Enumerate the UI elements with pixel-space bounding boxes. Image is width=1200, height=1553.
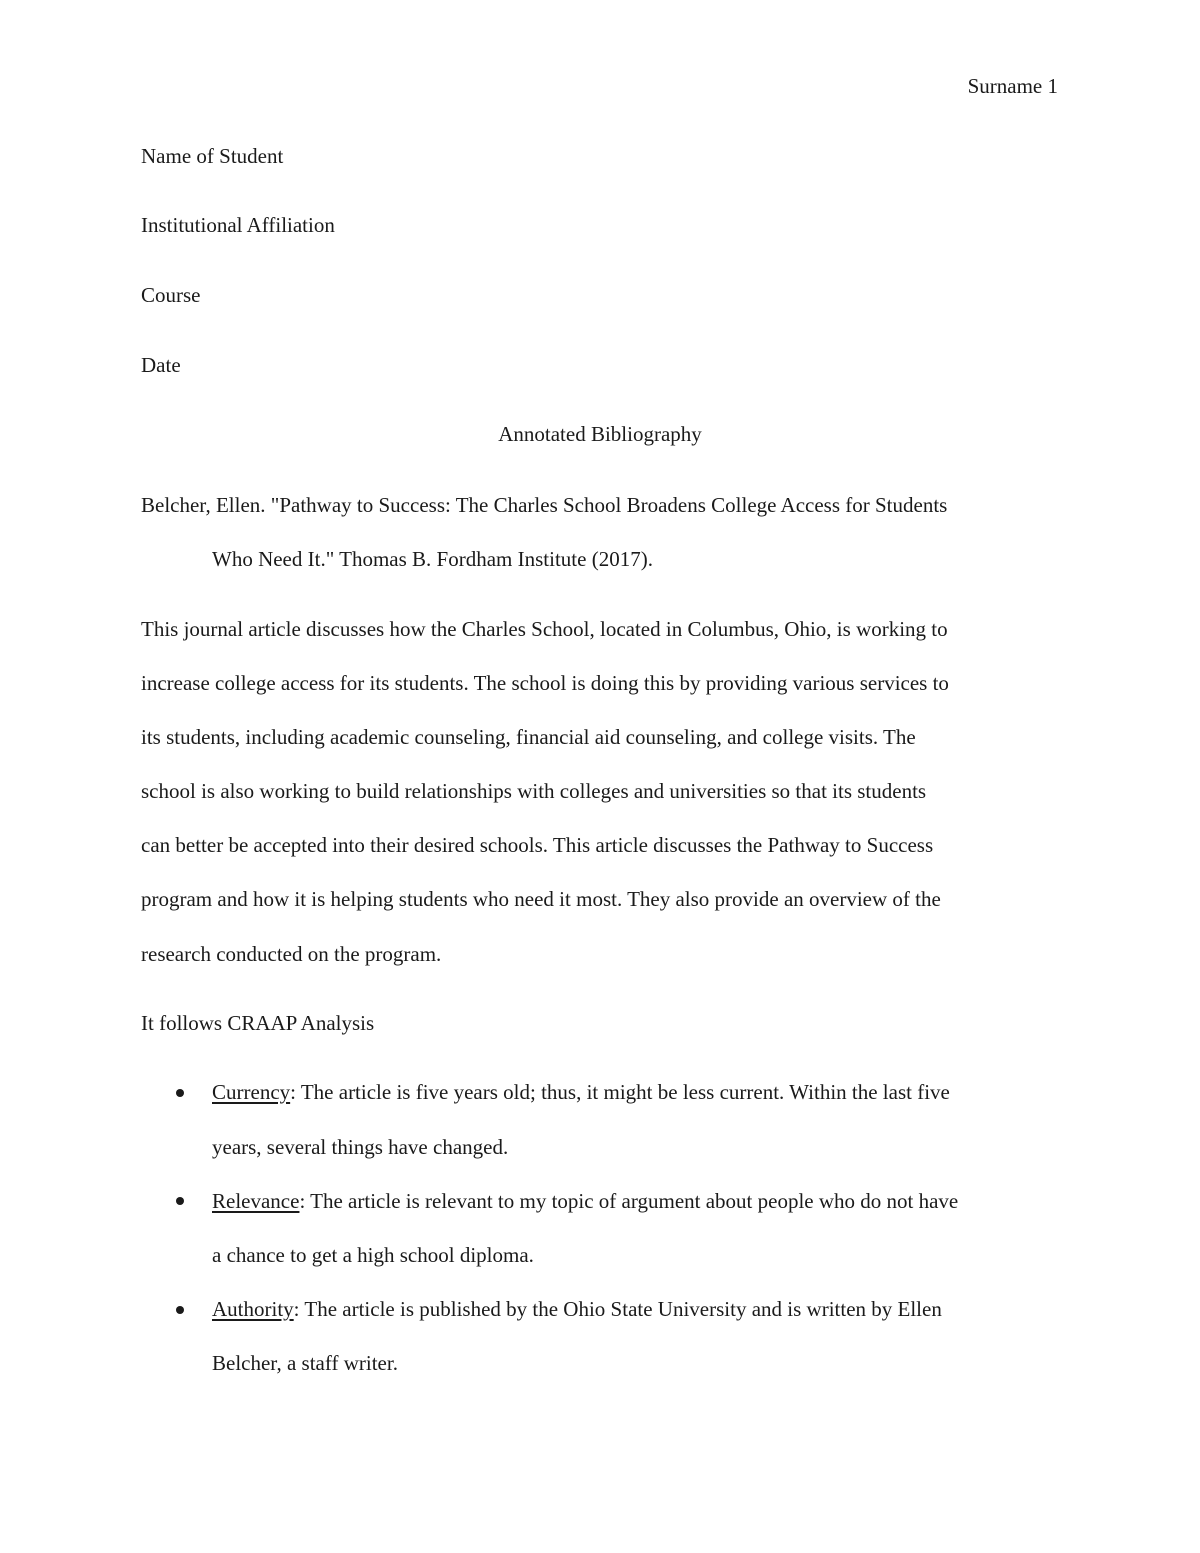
craap-text-currency: : The article is five years old; thus, it might be less current. Within the last five [290,1080,950,1104]
student-name: Name of Student [141,144,284,168]
annotation-line-5: can better be accepted into their desired schools. This article discusses the Pathway to Success [141,833,934,857]
annotation-line-1: This journal article discusses how the Charles School, located in Columbus, Ohio, is working to [141,617,948,641]
bullet-icon [176,1089,184,1097]
craap-item-relevance-line-2: a chance to get a high school diploma. [212,1243,534,1267]
craap-item-currency-line-2: years, several things have changed. [212,1135,509,1159]
bullet-icon [176,1306,184,1314]
craap-item-currency [212,1078,950,1106]
annotation-line-3: its students, including academic counseling, financial aid counseling, and college visits. The [141,725,916,749]
institutional-affiliation: Institutional Affiliation [141,213,335,237]
craap-intro: It follows CRAAP Analysis [141,1011,375,1035]
annotation-line-7: research conducted on the program. [141,942,442,966]
citation-line-2: Who Need It." Thomas B. Fordham Institute (2017). [212,547,653,571]
craap-item-authority [212,1295,942,1323]
craap-text-authority: : The article is published by the Ohio State University and is written by Ellen [293,1297,942,1321]
craap-item-relevance [212,1187,958,1215]
craap-term-relevance: Relevance [212,1189,300,1213]
running-head: Surname 1 [967,74,1058,98]
citation-line-1: Belcher, Ellen. "Pathway to Success: The Charles School Broadens College Access for Students [141,493,948,517]
annotation-line-6: program and how it is helping students who need it most. They also provide an overview of the [141,887,941,911]
course: Course [141,283,201,307]
craap-term-authority: Authority [212,1297,294,1321]
craap-term-currency: Currency [212,1080,291,1104]
annotation-line-2: increase college access for its students. The school is doing this by providing various services to [141,671,949,695]
annotation-line-4: school is also working to build relationships with colleges and universities so that its students [141,779,927,803]
document-title: Annotated Bibliography [498,422,702,446]
craap-text-relevance: : The article is relevant to my topic of argument about people who do not have [299,1189,959,1213]
bullet-icon [176,1197,184,1205]
date: Date [141,353,181,377]
craap-item-authority-line-2: Belcher, a staff writer. [212,1351,398,1375]
